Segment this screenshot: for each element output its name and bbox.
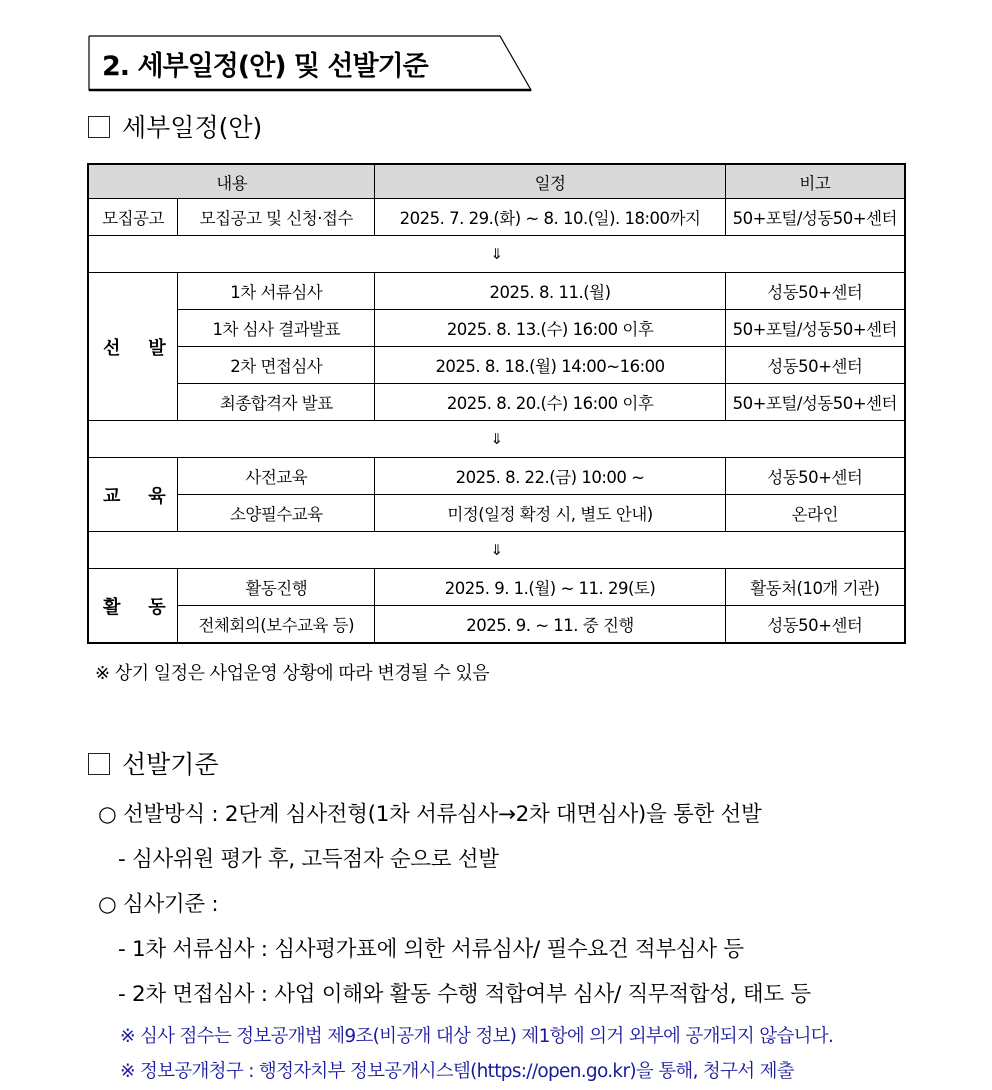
section-title: 2. 세부일정(안) 및 선발기준 [102,51,428,82]
col-header-content: 내용 [88,164,375,199]
table-row [88,273,905,310]
criteria-interview: - 2차 면접심사 : 사업 이해와 활동 수행 적합여부 심사/ 직무적합성, 태도 등 [118,982,811,1007]
criteria-heading [88,745,219,781]
category-label: 동 [148,596,166,618]
date-cell: 2025. 9. 1.(월) ~ 11. 29(토) [375,569,725,606]
section-title-box [88,35,530,91]
item-cell: 전체회의(보수교육 등) [178,606,375,644]
criteria-document-review: - 1차 서류심사 : 심사평가표에 의한 서류심사/ 필수요건 적부심사 등 [118,937,744,962]
category-label: 활 [103,596,120,618]
note-cell: 성동50+센터 [725,458,905,495]
arrow-row [88,421,905,458]
item-cell: 1차 심사 결과발표 [178,310,375,347]
item-cell: 1차 서류심사 [178,273,375,310]
checkbox-square-icon [88,753,110,775]
table-row [88,606,905,644]
note-cell: 성동50+센터 [725,606,905,644]
criteria-heading-text: 선발기준 [122,750,219,779]
category-recruit: 모집공고 [88,199,178,236]
note-cell: 50+포털/성동50+센터 [725,199,905,236]
table-row [88,495,905,532]
category-label: 발 [148,337,166,359]
date-cell: 2025. 8. 11.(월) [375,273,725,310]
schedule-heading-text: 세부일정(안) [122,113,263,142]
arrow-row [88,532,905,569]
schedule-footnote: ※ 상기 일정은 사업운영 상황에 따라 변경될 수 있음 [95,663,490,684]
arrow-row [88,236,905,273]
date-cell: 2025. 9. ~ 11. 중 진행 [375,606,725,644]
date-cell: 2025. 8. 13.(수) 16:00 이후 [375,310,725,347]
schedule-table [87,163,906,644]
score-disclosure-notice: ※ 심사 점수는 정보공개법 제9조(비공개 대상 정보) 제1항에 의거 외부에 공개되지 않습니다. [120,1026,834,1047]
selection-method: ○ 선발방식 : 2단계 심사전형(1차 서류심사→2차 대면심사)을 통한 선발 [98,802,762,827]
table-row [88,199,905,236]
down-arrow-icon: ⇓ [88,421,905,458]
table-row [88,310,905,347]
col-header-note: 비고 [725,164,905,199]
category-label: 선 [103,337,120,359]
selection-method-detail: - 심사위원 평가 후, 고득점자 순으로 선발 [118,847,499,872]
down-arrow-icon: ⇓ [88,532,905,569]
information-request-notice: ※ 정보공개청구 : 행정자치부 정보공개시스템(https://open.go.kr)을 통해, 청구서 제출 [120,1061,794,1082]
col-header-date: 일정 [375,164,725,199]
down-arrow-icon: ⇓ [88,236,905,273]
item-cell: 소양필수교육 [178,495,375,532]
table-header-row [88,164,905,199]
note-cell: 온라인 [725,495,905,532]
category-education [88,458,178,532]
table-row [88,569,905,606]
date-cell: 2025. 8. 18.(월) 14:00~16:00 [375,347,725,384]
date-cell: 2025. 7. 29.(화) ~ 8. 10.(일). 18:00까지 [375,199,725,236]
item-cell: 활동진행 [178,569,375,606]
table-row [88,347,905,384]
item-cell: 모집공고 및 신청·접수 [178,199,375,236]
note-cell: 50+포털/성동50+센터 [725,310,905,347]
item-cell: 2차 면접심사 [178,347,375,384]
category-activity [88,569,178,644]
date-cell: 미정(일정 확정 시, 별도 안내) [375,495,725,532]
category-label: 육 [148,485,166,507]
evaluation-criteria: ○ 심사기준 : [98,892,219,917]
category-label: 교 [103,485,120,507]
category-selection [88,273,178,421]
item-cell: 최종합격자 발표 [178,384,375,421]
schedule-heading [88,108,262,144]
date-cell: 2025. 8. 20.(수) 16:00 이후 [375,384,725,421]
table-row [88,458,905,495]
note-cell: 50+포털/성동50+센터 [725,384,905,421]
note-cell: 성동50+센터 [725,347,905,384]
checkbox-square-icon [88,116,110,138]
note-cell: 활동처(10개 기관) [725,569,905,606]
table-row [88,384,905,421]
note-cell: 성동50+센터 [725,273,905,310]
item-cell: 사전교육 [178,458,375,495]
date-cell: 2025. 8. 22.(금) 10:00 ~ [375,458,725,495]
